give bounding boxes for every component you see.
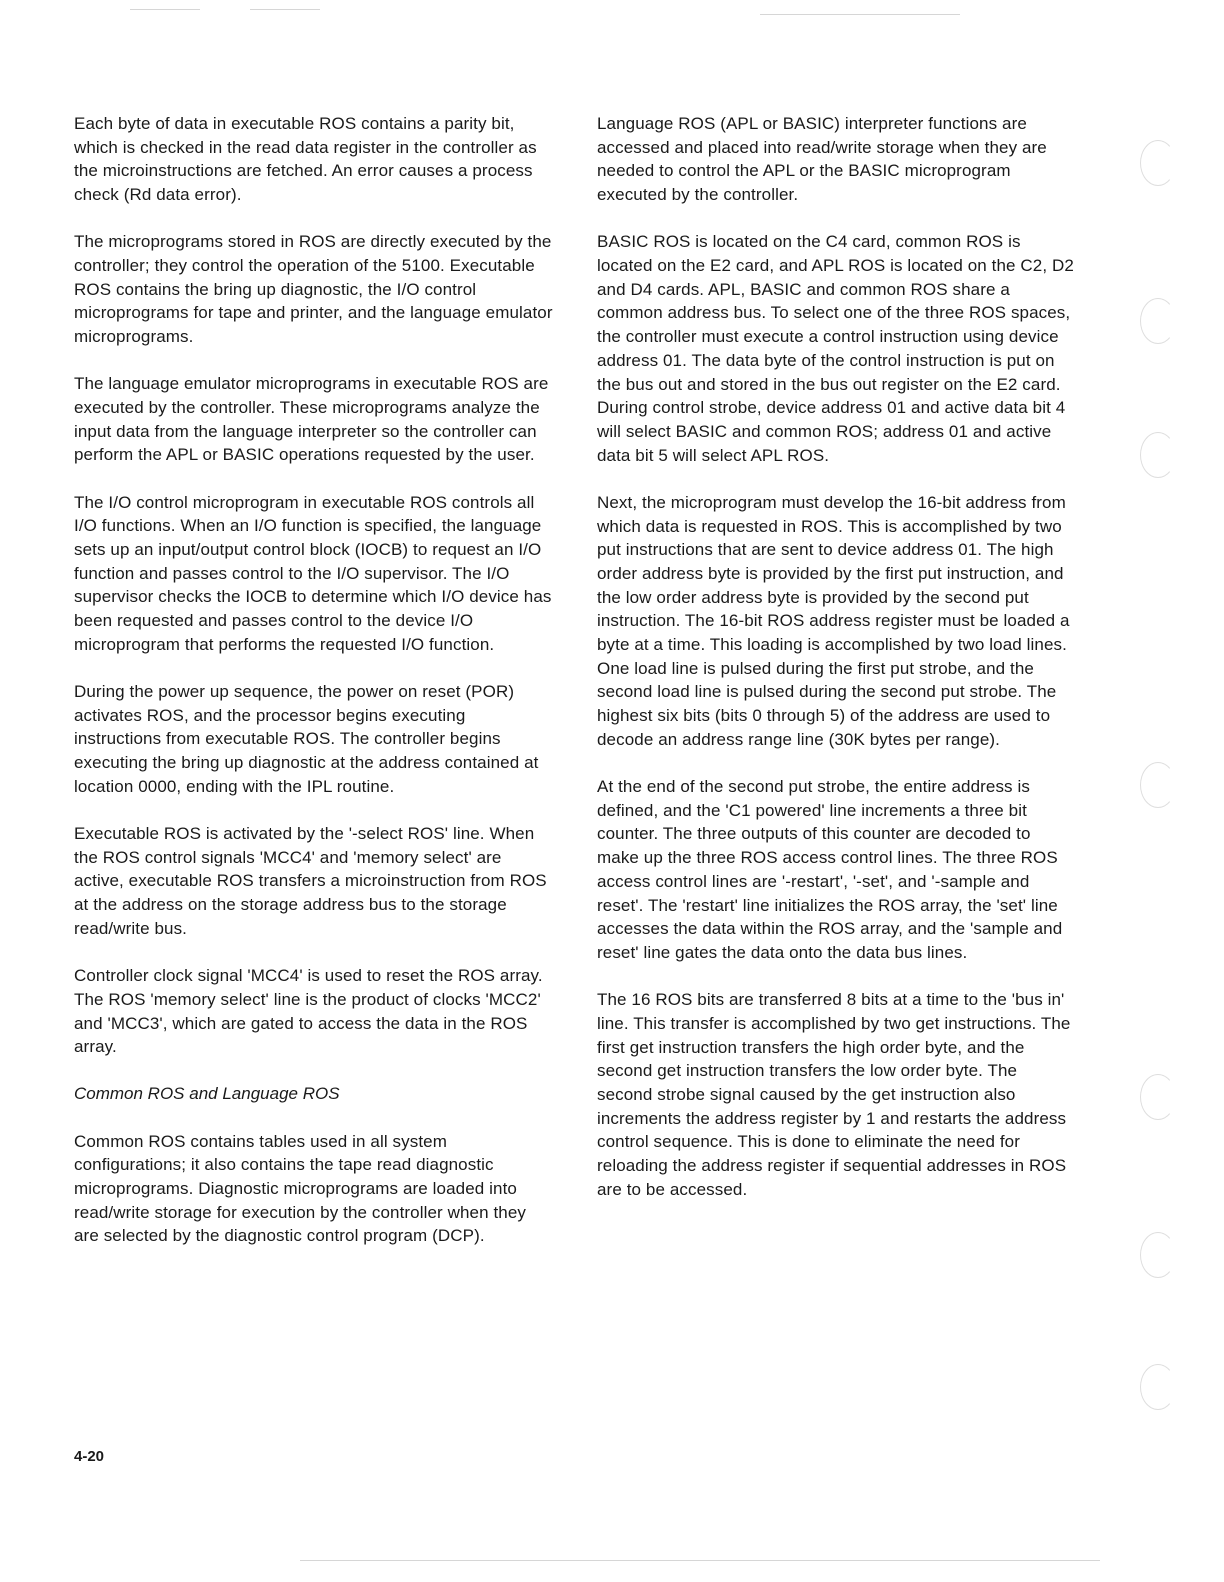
left-column [74, 112, 554, 1272]
right-column [597, 112, 1077, 1225]
binder-mark [1140, 298, 1176, 344]
paragraph: Next, the microprogram must develop the 16-bit address from which data is requested in ROS. This is accomplished by two put instructions that are sent to device address 01. The high order address byte is provided by the first put instruction, and the low order address byte is provided by the second put instruction. The 16-bit ROS address register must be loaded a byte at a time. This loading is accomplished by two load lines. One load line is pulsed during the first put strobe, and the second load line is pulsed during the second put strobe. The highest six bits (bits 0 through 5) of the address are used to decode an address range line (30K bytes per range). [597, 492, 1070, 749]
binder-mark [1140, 1364, 1176, 1410]
binder-mark [1140, 1074, 1176, 1120]
scan-artifact-bottom [300, 1560, 1100, 1561]
page-number: 4-20 [74, 1448, 105, 1465]
binder-mark [1140, 432, 1176, 478]
paragraph: Each byte of data in executable ROS contains a parity bit, which is checked in the read data register in the controller as the microinstructions are fetched. An error causes a process check (Rd data error). [74, 114, 537, 205]
scan-artifact-top-center [250, 9, 320, 10]
paragraph: The microprograms stored in ROS are directly executed by the controller; they control the operation of the 5100. Executable ROS contains the bring up diagnostic, the I/O control microprograms for tape and printer, and the language emulator microprograms. [74, 232, 553, 347]
paragraph: At the end of the second put strobe, the entire address is defined, and the 'C1 powered' line increments a three bit counter. The three outputs of this counter are decoded to make up the three ROS access control lines. The three ROS access control lines are '-restart', '-set', and '-sample and reset'. The 'restart' line initializes the ROS array, the 'set' line accesses the data within the ROS array, and the 'sample and reset' line gates the data onto the data bus lines. [597, 777, 1063, 962]
paragraph: During the power up sequence, the power on reset (POR) activates ROS, and the processor begins executing instructions from executable ROS. The controller begins executing the bring up diagnostic at the address contained at location 0000, ending with the IPL routine. [74, 682, 539, 796]
paragraph: Controller clock signal 'MCC4' is used to reset the ROS array. The ROS 'memory select' line is the product of clocks 'MCC2' and 'MCC3', which are gated to access the data in the ROS array. [74, 966, 543, 1057]
paragraph: Executable ROS is activated by the '-select ROS' line. When the ROS control signals 'MCC4' and 'memory select' are active, executable ROS transfers a microinstruction from ROS at the address on the storage address bus to the storage read/write bus. [74, 824, 547, 938]
binder-mark [1140, 1232, 1176, 1278]
paragraph: Language ROS (APL or BASIC) interpreter functions are accessed and placed into read/write storage when they are needed to control the APL or the BASIC microprogram executed by the controller. [597, 114, 1047, 205]
section-heading: Common ROS and Language ROS [74, 1084, 340, 1104]
paragraph: The 16 ROS bits are transferred 8 bits at a time to the 'bus in' line. This transfer is accomplished by two get instructions. The first get instruction transfers the high order byte, and the second get instruction transfers the low order byte. The second strobe signal caused by the get instruction also increments the address register by 1 and restarts the address control sequence. This is done to eliminate the need for reloading the address register if sequential addresses in ROS are to be accessed. [597, 990, 1071, 1199]
paragraph: The I/O control microprogram in executable ROS controls all I/O functions. When an I/O function is specified, the language sets up an input/output control block (IOCB) to request an I/O function and passes control to the I/O supervisor. The I/O supervisor checks the IOCB to determine which I/O device has been requested and passes control to the device I/O microprogram that performs the requested I/O function. [74, 492, 552, 654]
binder-mark [1140, 762, 1176, 808]
paragraph: Common ROS contains tables used in all system configurations; it also contains the tape read diagnostic microprograms. Diagnostic microprograms are loaded into read/write storage for execution by the controller when they are selected by the diagnostic control program (DCP). [74, 1131, 527, 1246]
paragraph: BASIC ROS is located on the C4 card, common ROS is located on the E2 card, and APL ROS is located on the C2, D2 and D4 cards. APL, BASIC and common ROS share a common address bus. To select one of the three ROS spaces, the controller must execute a control instruction using device address 01. The data byte of the control instruction is put on the bus out and stored in the bus out register on the E2 card. During control strobe, device address 01 and active data bit 4 will select BASIC and common ROS; address 01 and active data bit 5 will select APL ROS. [597, 232, 1074, 465]
paragraph: The language emulator microprograms in executable ROS are executed by the controller. These microprograms analyze the input data from the language interpreter so the controller can perform the APL or BASIC operations requested by the user. [74, 374, 549, 465]
scan-artifact-top-left [130, 9, 200, 10]
binder-mark [1140, 140, 1176, 186]
scan-artifact-top-right [760, 14, 960, 15]
